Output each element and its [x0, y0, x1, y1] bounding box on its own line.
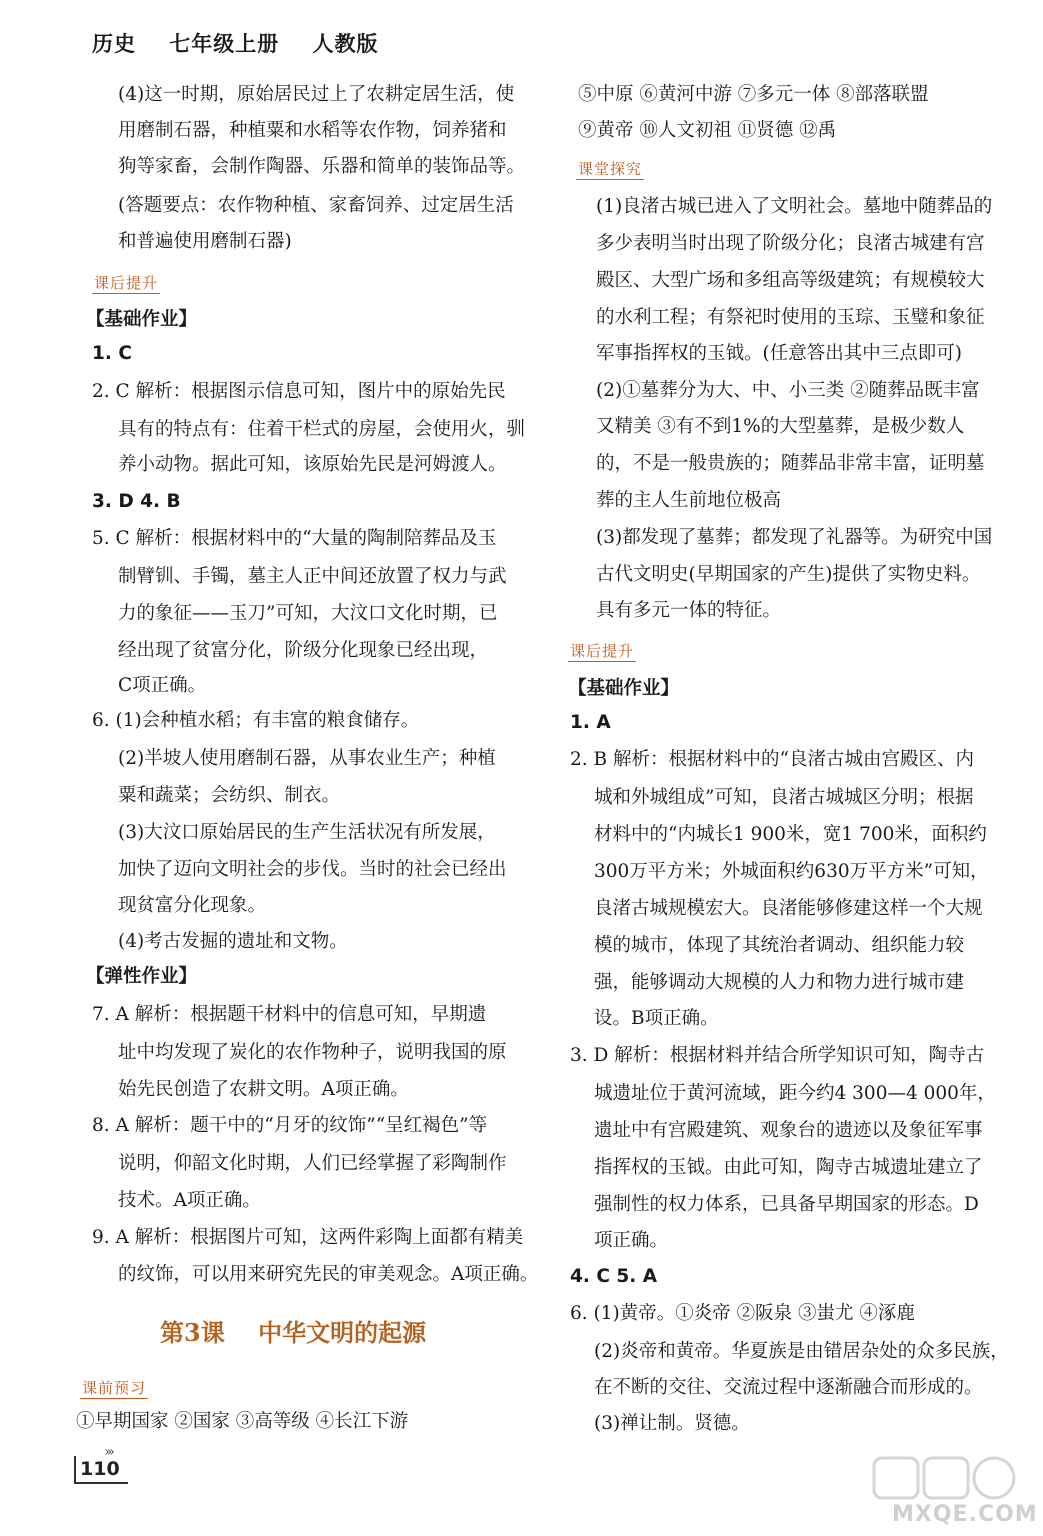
text-line: 多少表明当时出现了阶级分化；良渚古城建有宫: [596, 233, 985, 254]
text-line: ⑤中原 ⑥黄河中游 ⑦多元一体 ⑧部落联盟: [578, 84, 929, 105]
text-line: 6. (1)会种植水稻；有丰富的粮食储存。: [92, 710, 420, 731]
text-line: 经出现了贫富分化，阶级分化现象已经出现，: [118, 640, 489, 661]
text-line: (3)大汶口原始居民的生产生活状况有所发展，: [118, 822, 496, 843]
text-line: (答题要点：农作物种植、家畜饲养、过定居生活: [118, 195, 514, 216]
text-line: 古代文明史(早期国家的产生)提供了实物史料。: [596, 564, 981, 585]
text-line: 城遗址位于黄河流域，距今约4 300—4 000年，: [594, 1083, 996, 1104]
text-line: 2. B 解析：根据材料中的“良渚古城由宫殿区、内: [570, 749, 974, 770]
text-line: (3)禅让制。贤德。: [594, 1413, 750, 1434]
text-line: 狗等家畜，会制作陶器、乐器和简单的装饰品等。: [118, 156, 526, 177]
section-tag-after-class: 课后提升: [570, 642, 635, 660]
text-line: 项正确。: [594, 1230, 669, 1251]
text-line: 遗址中有宫殿建筑、观象台的遗迹以及象征军事: [594, 1120, 983, 1141]
text-line: (2)炎帝和黄帝。华夏族是由错居杂处的众多民族，: [594, 1341, 1009, 1362]
section-tag-after-class: 课后提升: [94, 274, 159, 292]
text-line: (3)都发现了墓葬；都发现了礼器等。为研究中国: [596, 527, 993, 548]
text-line: 3. D 4. B: [92, 491, 181, 512]
text-line: 1. C: [92, 343, 132, 364]
text-line: 的水利工程；有祭祀时使用的玉琮、玉璧和象征: [596, 307, 985, 328]
text-line: 制臂钏、手镯，墓主人正中间还放置了权力与武: [118, 566, 507, 587]
text-line: 模的城市，体现了其统治者调动、组织能力较: [594, 935, 965, 956]
section-tag-in-class: 课堂探究: [578, 160, 643, 178]
text-line: 在不断的交往、交流过程中逐渐融合而形成的。: [594, 1377, 983, 1398]
text-line: 加快了迈向文明社会的步伐。当时的社会已经出: [118, 859, 507, 880]
text-line: 强制性的权力体系，已具备早期国家的形态。D: [594, 1194, 979, 1215]
text-line: (2)①墓葬分为大、中、小三类 ②随葬品既丰富: [596, 380, 980, 401]
text-line: (4)考古发掘的遗址和文物。: [118, 931, 348, 952]
text-line: 说明，仰韶文化时期，人们已经掌握了彩陶制作: [118, 1153, 507, 1174]
text-line: 又精美 ③有不到1%的大型墓葬，是极少数人: [596, 416, 965, 437]
text-line: (2)半坡人使用磨制石器，从事农业生产；种植: [118, 748, 496, 769]
text-line: ①早期国家 ②国家 ③高等级 ④长江下游: [76, 1411, 409, 1432]
text-line: 具有多元一体的特征。: [596, 600, 782, 621]
text-line: 8. A 解析：题干中的“月牙的纹饰”“呈红褐色”等: [92, 1115, 488, 1136]
text-line: 设。B项正确。: [594, 1008, 719, 1029]
text-line: 3. D 解析：根据材料并结合所学知识可知，陶寺古: [570, 1045, 985, 1066]
text-line: 材料中的“内城长1 900米，宽1 700米，面积约: [594, 824, 987, 845]
text-line: 6. (1)黄帝。①炎帝 ②阪泉 ③蚩尤 ④涿鹿: [570, 1303, 915, 1324]
text-line: 【弹性作业】: [86, 966, 198, 987]
text-line: 300万平方米；外城面积约630万平方米”可知，: [594, 861, 989, 882]
text-line: 址中均发现了炭化的农作物种子，说明我国的原: [118, 1042, 507, 1063]
section-tag-pre-class: 课前预习: [82, 1379, 147, 1397]
text-line: 用磨制石器，种植粟和水稻等农作物，饲养猪和: [118, 120, 507, 141]
text-line: (1)良渚古城已进入了文明社会。墓地中随葬品的: [596, 196, 993, 217]
text-line: ⑨黄帝 ⑩人文初祖 ⑪贤德 ⑫禹: [578, 120, 837, 141]
text-line: 强，能够调动大规模的人力和物力进行城市建: [594, 972, 965, 993]
text-line: 良渚古城规模宏大。良渚能够修建这样一个大规: [594, 898, 983, 919]
text-line: 7. A 解析：根据题干材料中的信息可知，早期遗: [92, 1004, 487, 1025]
text-line: 现贫富分化现象。: [118, 895, 267, 916]
text-line: 始先民创造了农耕文明。A项正确。: [118, 1079, 409, 1100]
text-line: 1. A: [570, 712, 611, 733]
text-line: 养小动物。据此可知，该原始先民是河姆渡人。: [118, 454, 507, 475]
text-line: 具有的特点有：住着干栏式的房屋，会使用火，驯: [118, 419, 526, 440]
text-line: 【基础作业】: [568, 678, 680, 699]
page-header: 历史 七年级上册 人教版: [92, 32, 379, 56]
page-number: 110: [80, 1458, 120, 1480]
text-line: 军事指挥权的玉钺。(任意答出其中三点即可): [596, 343, 962, 364]
text-line: 【基础作业】: [86, 309, 198, 330]
text-line: 2. C 解析：根据图示信息可知，图片中的原始先民: [92, 381, 506, 402]
text-line: C项正确。: [118, 675, 207, 696]
text-line: 指挥权的玉钺。由此可知，陶寺古城遗址建立了: [594, 1157, 983, 1178]
watermark-graphic: [870, 1450, 1020, 1506]
text-line: 9. A 解析：根据图片可知，这两件彩陶上面都有精美: [92, 1227, 524, 1248]
text-line: 的纹饰，可以用来研究先民的审美观念。A项正确。: [118, 1264, 539, 1285]
text-line: 技术。A项正确。: [118, 1190, 261, 1211]
text-line: (4)这一时期，原始居民过上了农耕定居生活，使: [118, 84, 515, 105]
text-line: 葬的主人生前地位极高: [596, 490, 782, 511]
watermark-url: MXQE.COM: [892, 1502, 1038, 1527]
watermark-logo: [870, 1450, 1038, 1530]
text-line: 粟和蔬菜；会纺织、制衣。: [118, 785, 341, 806]
text-line: 4. C 5. A: [570, 1266, 658, 1287]
text-line: 殿区、大型广场和多组高等级建筑；有规模较大: [596, 270, 985, 291]
lesson-title: 第3课 中华文明的起源: [160, 1318, 427, 1347]
chevron-right-icon: ›››: [104, 1444, 112, 1460]
text-line: 5. C 解析：根据材料中的“大量的陶制陪葬品及玉: [92, 528, 497, 549]
text-line: 和普遍使用磨制石器): [118, 231, 292, 252]
page-number-box: [74, 1444, 128, 1486]
text-line: 力的象征——玉刀”可知，大汶口文化时期，已: [118, 603, 498, 624]
text-line: 城和外城组成”可知，良渚古城城区分明；根据: [594, 787, 974, 808]
text-line: 的，不是一般贵族的；随葬品非常丰富，证明墓: [596, 453, 985, 474]
